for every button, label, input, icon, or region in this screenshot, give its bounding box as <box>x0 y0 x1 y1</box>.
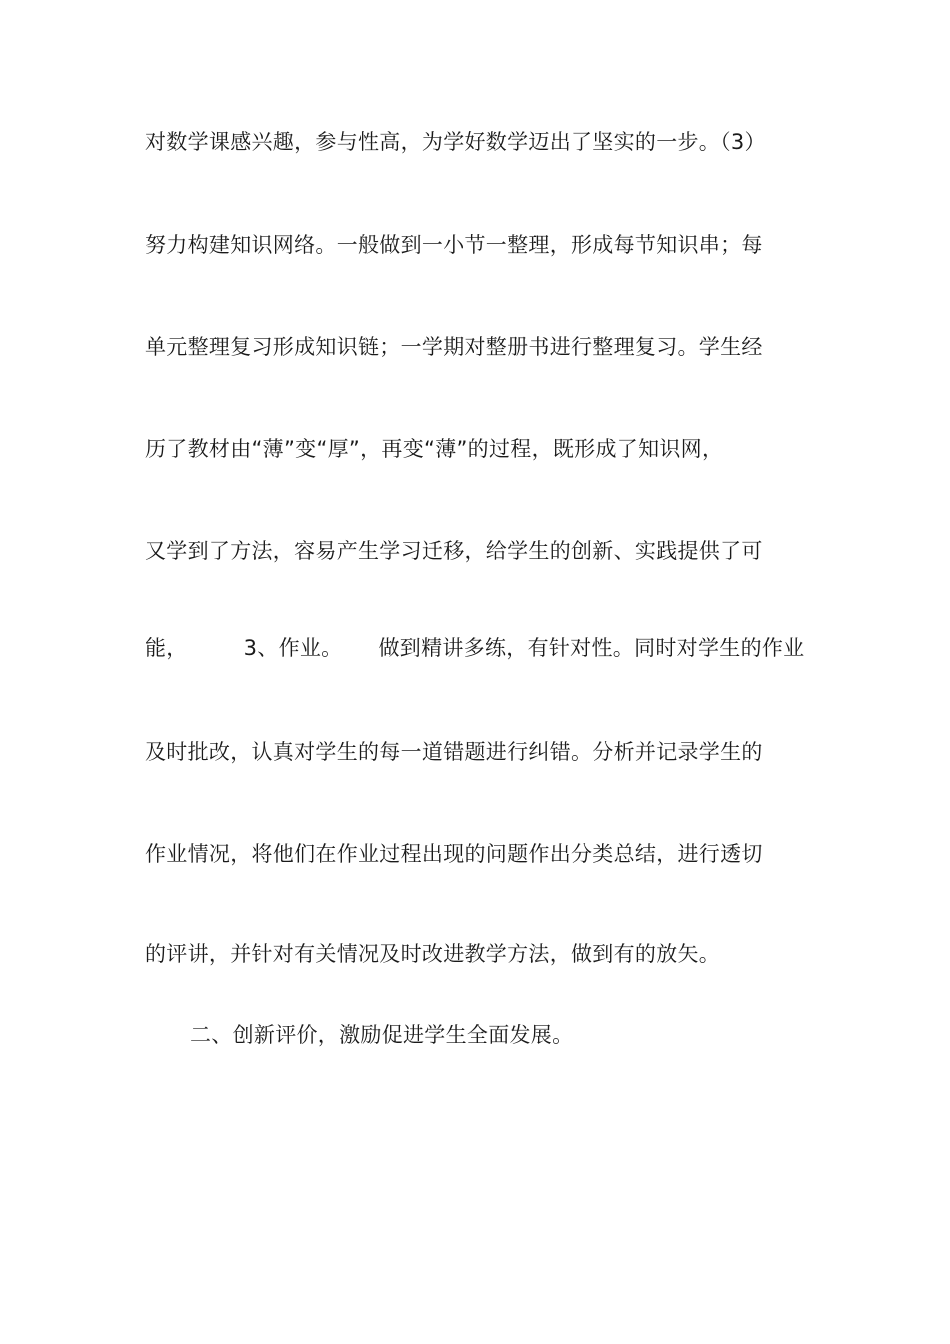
paragraph-line: 作业情况，将他们在作业过程出现的问题作出分类总结，进行透切 <box>145 842 763 866</box>
paragraph-line <box>145 634 815 662</box>
line-fragment: 做到精讲多练，有针对性。同时对学生的作业 <box>378 636 805 660</box>
paragraph-line: 历了教材由“薄”变“厚”，再变“薄”的过程，既形成了知识网， <box>145 437 724 461</box>
paragraph-line: 的评讲，并针对有关情况及时改进教学方法，做到有的放矢。 <box>145 942 721 966</box>
paragraph-line: 对数学课感兴趣，参与性高，为学好数学迈出了坚实的一步。（3） <box>145 130 766 154</box>
line-fragment: 能， <box>145 636 188 660</box>
paragraph-line: 努力构建知识网络。一般做到一小节一整理，形成每节知识串；每 <box>145 233 763 257</box>
paragraph-line: 及时批改，认真对学生的每一道错题进行纠错。分析并记录学生的 <box>145 740 763 764</box>
section-heading: 二、创新评价，激励促进学生全面发展。 <box>190 1023 574 1047</box>
paragraph-line: 又学到了方法，容易产生学习迁移，给学生的创新、实践提供了可 <box>145 539 763 563</box>
paragraph-line: 单元整理复习形成知识链；一学期对整册书进行整理复习。学生经 <box>145 335 763 359</box>
section-label-homework: 3、作业。 <box>243 636 343 660</box>
